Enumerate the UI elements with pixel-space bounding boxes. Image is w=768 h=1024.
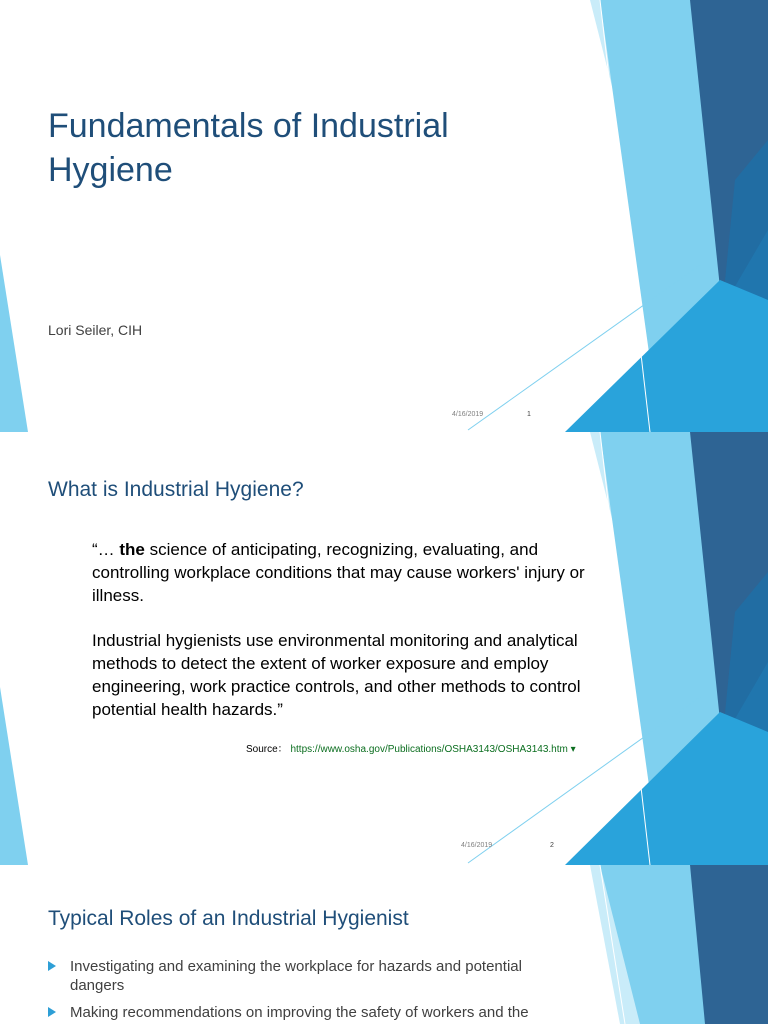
left-accent-shape <box>0 255 28 432</box>
definition-paragraph: Industrial hygienists use environmental monitoring and analytical methods to detect the extent of worker exposure and employ engineering, work practice controls, and other methods to control potential health hazards.” <box>92 631 581 719</box>
chevron-down-icon[interactable]: ▾ <box>570 744 576 755</box>
bullet-arrow-icon <box>48 1007 56 1017</box>
quote-text: science of anticipating, recognizing, evaluating, and controlling workplace conditions that may cause workers' injury or illness. <box>92 540 585 605</box>
slide-number: 1 <box>527 411 531 418</box>
source-label: Source： <box>246 744 288 755</box>
slide-1 <box>0 0 768 432</box>
slide-number: 2 <box>550 842 554 849</box>
slide-2 <box>0 432 768 865</box>
slide-title: Fundamentals of Industrial Hygiene <box>48 107 449 189</box>
bullet-text: Investigating and examining the workplace for hazards and potential dangers <box>70 958 522 994</box>
bullet-text: Making recommendations on improving the safety of workers and the <box>70 1004 529 1021</box>
slide-1-decoration <box>0 0 768 432</box>
quote-lead: “… <box>92 540 120 559</box>
slide-title: What is Industrial Hygiene? <box>48 478 304 501</box>
source-citation <box>246 740 576 755</box>
slide-3 <box>0 865 768 1024</box>
slide-date: 4/16/2019 <box>461 842 493 849</box>
slide-date: 4/16/2019 <box>452 411 484 418</box>
source-link[interactable]: https://www.osha.gov/Publications/OSHA3143/OSHA3143.htm <box>290 744 568 755</box>
slide-subtitle: Lori Seiler, CIH <box>48 322 143 338</box>
slide-3-decoration <box>0 865 768 1024</box>
definition-quote <box>92 538 612 607</box>
quote-bold-word: the <box>119 540 145 559</box>
bullet-arrow-icon <box>48 961 56 971</box>
slide-title: Typical Roles of an Industrial Hygienist <box>48 907 409 930</box>
left-accent-shape <box>0 687 28 865</box>
